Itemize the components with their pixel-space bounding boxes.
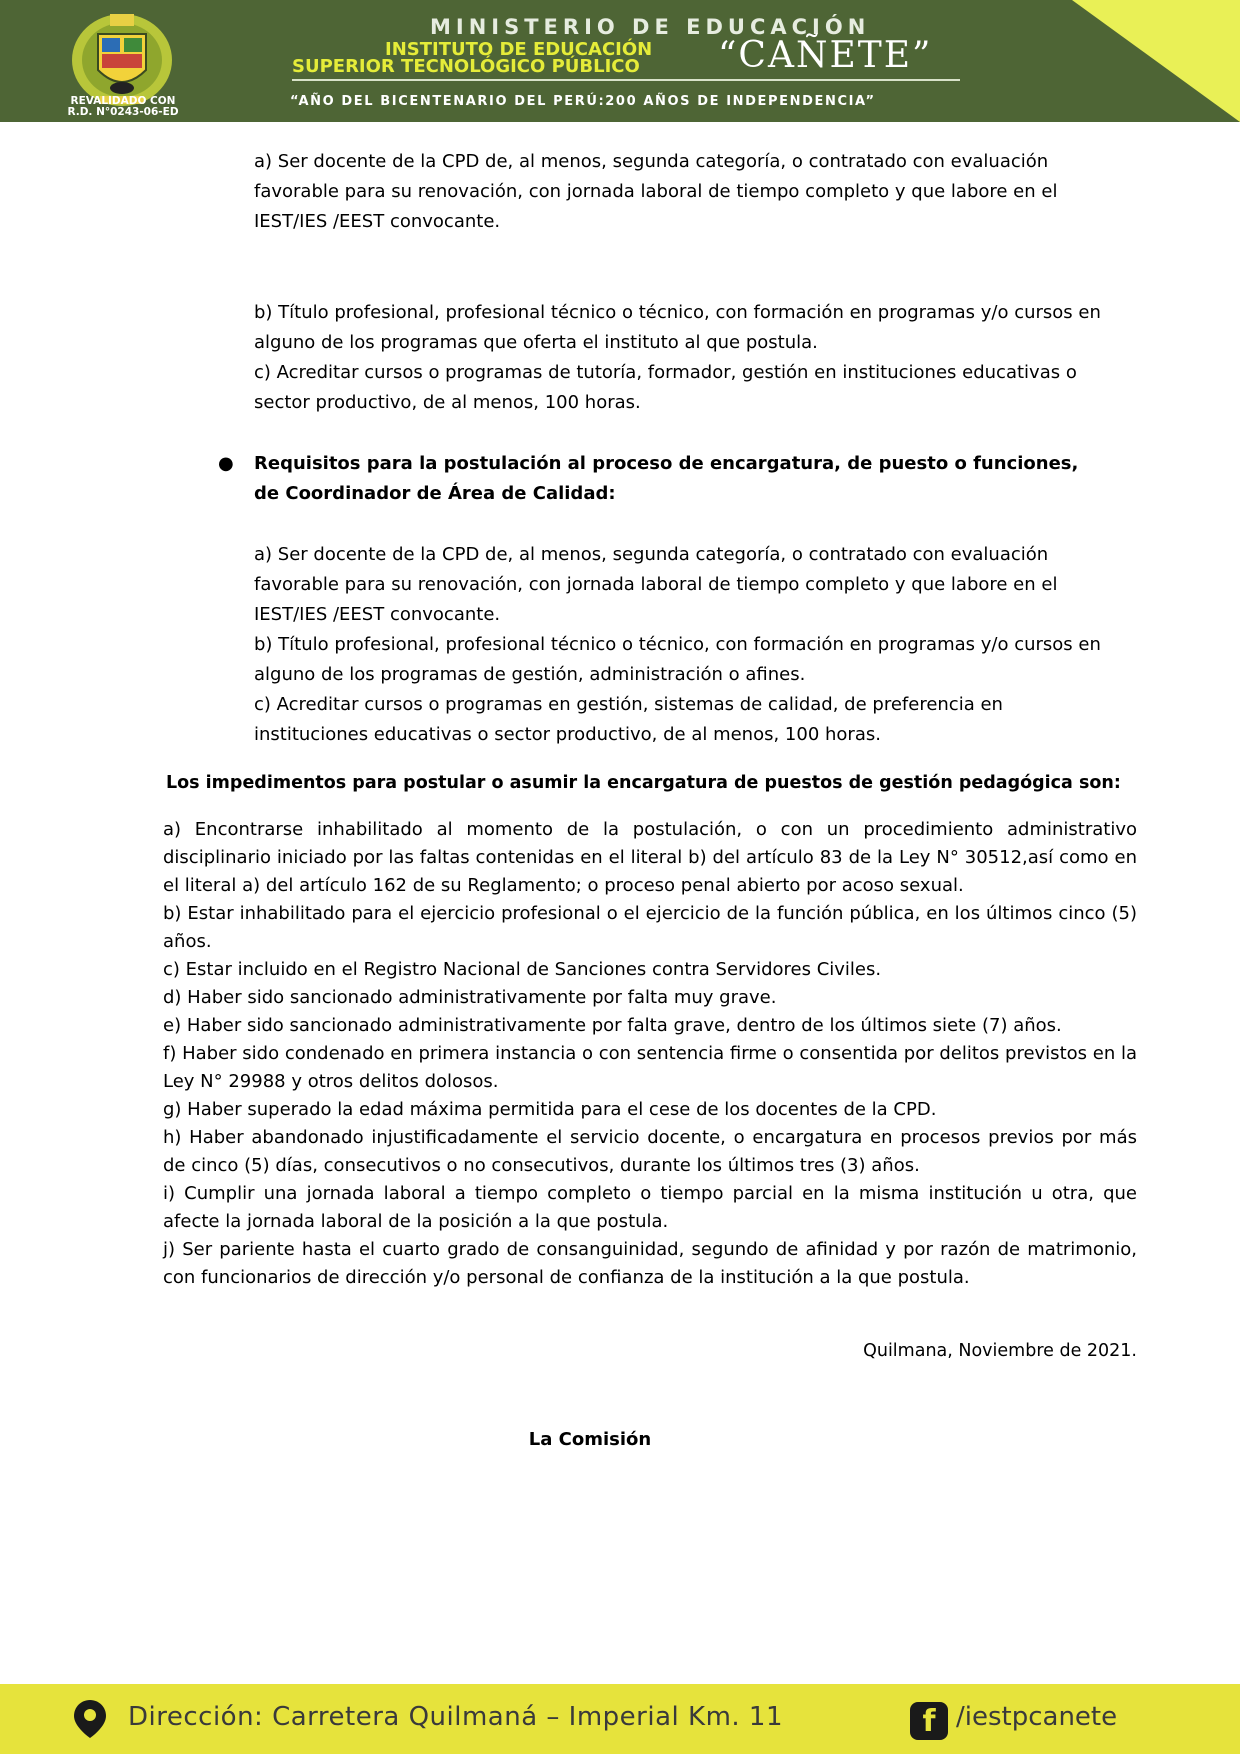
footer-address: Dirección: Carretera Quilmaná – Imperial Km. 11 bbox=[128, 1702, 784, 1732]
section1-item-c: c) Acreditar cursos o programas de tutoría, formador, gestión en instituciones educativas o sector productivo, de al menos, 100 horas. bbox=[254, 362, 1077, 413]
place-date: Quilmana, Noviembre de 2021. bbox=[863, 1341, 1137, 1361]
revalidado-line1: REVALIDADO CON bbox=[70, 95, 176, 107]
revalidado-line2: R.D. N°0243-06-ED bbox=[67, 106, 179, 118]
section1-item-a: a) Ser docente de la CPD de, al menos, segunda categoría, o contratado con evaluación favorable para su renovación, con jornada laboral de tiempo completo y que labore en el IEST/IES /EEST convocante. bbox=[254, 151, 1058, 232]
list-item: h) Haber abandonado injustificadamente el servicio docente, o encargatura en procesos previos por más de cinco (5) días, consecutivos o no consecutivos, durante los últimos tres (3) años. bbox=[163, 1127, 1137, 1176]
list-item: c) Estar incluido en el Registro Nacional de Sanciones contra Servidores Civiles. bbox=[163, 959, 882, 980]
list-item: e) Haber sido sancionado administrativamente por falta grave, dentro de los últimos siete (7) años. bbox=[163, 1015, 1062, 1036]
list-item: f) Haber sido condenado en primera instancia o con sentencia firme o consentida por delitos previstos en la Ley N° 29988 y otros delitos dolosos. bbox=[163, 1043, 1137, 1092]
institute-line2: SUPERIOR TECNOLÓGICO PÚBLICO bbox=[292, 56, 640, 77]
location-pin-icon bbox=[72, 1698, 108, 1740]
institution-name: “CAÑETE” bbox=[718, 35, 933, 76]
impedimentos-heading: Los impedimentos para postular o asumir la encargatura de puestos de gestión pedagógica son: bbox=[166, 773, 1121, 793]
header-banner bbox=[0, 0, 1240, 122]
section2-item-b: b) Título profesional, profesional técnico o técnico, con formación en programas y/o cursos en alguno de los programas de gestión, administración o afines. bbox=[254, 634, 1101, 685]
facebook-icon: f bbox=[910, 1702, 948, 1740]
section2-item-a: a) Ser docente de la CPD de, al menos, segunda categoría, o contratado con evaluación favorable para su renovación, con jornada laboral de tiempo completo y que labore en el IEST/IES /EEST convocante. bbox=[254, 544, 1058, 625]
list-item: d) Haber sido sancionado administrativamente por falta muy grave. bbox=[163, 987, 777, 1008]
list-item: b) Estar inhabilitado para el ejercicio profesional o el ejercicio de la función pública, en los últimos cinco (5) años. bbox=[163, 903, 1137, 952]
header-corner-accent bbox=[1040, 0, 1240, 122]
footer-facebook-handle: /iestpcanete bbox=[956, 1702, 1118, 1732]
section2-item-c: c) Acreditar cursos o programas en gestión, sistemas de calidad, de preferencia en instituciones educativas o sector productivo, de al menos, 100 horas. bbox=[254, 694, 1003, 745]
institute-line1: INSTITUTO DE EDUCACIÓN bbox=[385, 39, 653, 60]
ministry-title: MINISTERIO DE EDUCACIÓN bbox=[430, 15, 871, 39]
header-divider bbox=[292, 79, 960, 81]
list-item: g) Haber superado la edad máxima permitida para el cese de los docentes de la CPD. bbox=[163, 1099, 937, 1120]
bullet-icon: ● bbox=[218, 453, 234, 474]
list-item: j) Ser pariente hasta el cuarto grado de consanguinidad, segundo de afinidad y por razón de matrimonio, con funcionarios de dirección y/o personal de confianza de la institución a la que postula. bbox=[163, 1239, 1137, 1288]
year-motto: “AÑO DEL BICENTENARIO DEL PERÚ:200 AÑOS DE INDEPENDENCIA” bbox=[290, 94, 876, 109]
impedimentos-list bbox=[163, 816, 1137, 1292]
section1-item-b: b) Título profesional, profesional técnico o técnico, con formación en programas y/o cursos en alguno de los programas que oferta el instituto al que postula. bbox=[254, 302, 1101, 353]
list-item: a) Encontrarse inhabilitado al momento de la postulación, o con un procedimiento administrativo disciplinario iniciado por las faltas contenidas en el literal b) del artículo 83 de la Ley N° 30512,así como en el literal a) del artículo 162 de su Reglamento; o proceso penal abierto por acoso sexual. bbox=[163, 819, 1137, 896]
footer-bar bbox=[0, 1684, 1240, 1754]
list-item: i) Cumplir una jornada laboral a tiempo completo o tiempo parcial en la misma institución u otra, que afecte la jornada laboral de la posición a la que postula. bbox=[163, 1183, 1137, 1232]
revalidado-label bbox=[48, 96, 198, 118]
section2-heading: Requisitos para la postulación al proceso de encargatura, de puesto o funciones, de Coordinador de Área de Calidad: bbox=[254, 453, 1079, 504]
signature: La Comisión bbox=[528, 1429, 652, 1450]
